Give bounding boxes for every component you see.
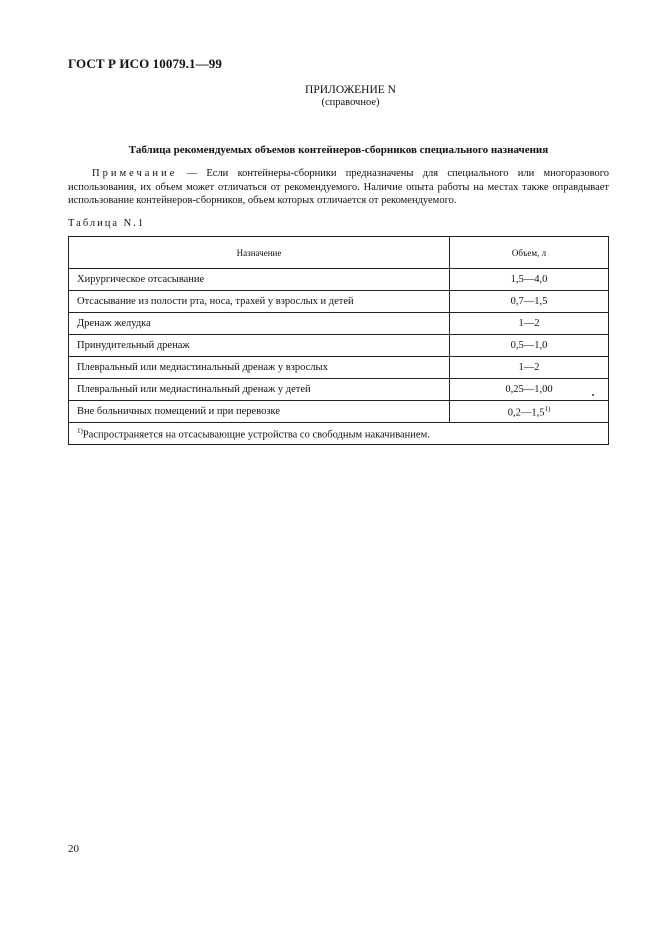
table-footnote <box>69 423 609 445</box>
row-volume: 0,25—1,00 <box>450 379 609 401</box>
column-header-purpose: Назначение <box>69 237 450 269</box>
scan-speck <box>592 394 594 396</box>
row-purpose: Дренаж желудка <box>69 313 450 335</box>
table-row <box>69 379 609 401</box>
standard-code: ГОСТ Р ИСО 10079.1—99 <box>68 56 222 71</box>
row-volume <box>450 401 609 423</box>
appendix-title: ПРИЛОЖЕНИЕ N <box>305 84 396 96</box>
row-purpose: Плевральный или медиастинальный дренаж у взрослых <box>69 357 450 379</box>
page-number: 20 <box>68 843 79 855</box>
row-volume: 1—2 <box>450 313 609 335</box>
note-paragraph <box>68 167 609 208</box>
row-purpose: Вне больничных помещений и при перевозке <box>69 401 450 423</box>
row-purpose: Хирургическое отсасывание <box>69 269 450 291</box>
row-footnote-mark: 1) <box>544 404 551 413</box>
row-volume: 0,5—1,0 <box>450 335 609 357</box>
row-volume: 1—2 <box>450 357 609 379</box>
note-text: — Если контейнеры-сборники предназначены для специального или многоразового использования, их объем может отличаться от рекомендуемого. Наличие опыта работы на местах также оправдывает использование контейнеров-сборников, объем которых отличается от рекомендуемого. <box>68 168 609 206</box>
row-purpose: Отсасывание из полости рта, носа, трахей у взрослых и детей <box>69 291 450 313</box>
row-volume: 1,5—4,0 <box>450 269 609 291</box>
table-caption: Таблица N.1 <box>68 218 146 229</box>
row-purpose: Принудительный дренаж <box>69 335 450 357</box>
volumes-table <box>68 236 609 445</box>
table-footnote-row <box>69 423 609 445</box>
table-row <box>69 335 609 357</box>
row-purpose: Плевральный или медиастинальный дренаж у детей <box>69 379 450 401</box>
row-volume-value: 0,2—1,5 <box>507 407 545 419</box>
appendix-subtitle: (справочное) <box>321 97 380 108</box>
row-volume: 0,7—1,5 <box>450 291 609 313</box>
table-row <box>69 401 609 423</box>
footnote-text: Распространяется на отсасывающие устройства со свободным накачиванием. <box>82 429 430 441</box>
table-row <box>69 291 609 313</box>
note-label: Примечание <box>92 168 178 179</box>
table-row <box>69 313 609 335</box>
table-header-row <box>69 237 609 269</box>
column-header-volume: Объем, л <box>450 237 609 269</box>
table-row <box>69 269 609 291</box>
footnote-mark: 1) <box>77 426 83 435</box>
table-row <box>69 357 609 379</box>
table-heading: Таблица рекомендуемых объемов контейнеров-сборников специального назначения <box>128 144 549 156</box>
